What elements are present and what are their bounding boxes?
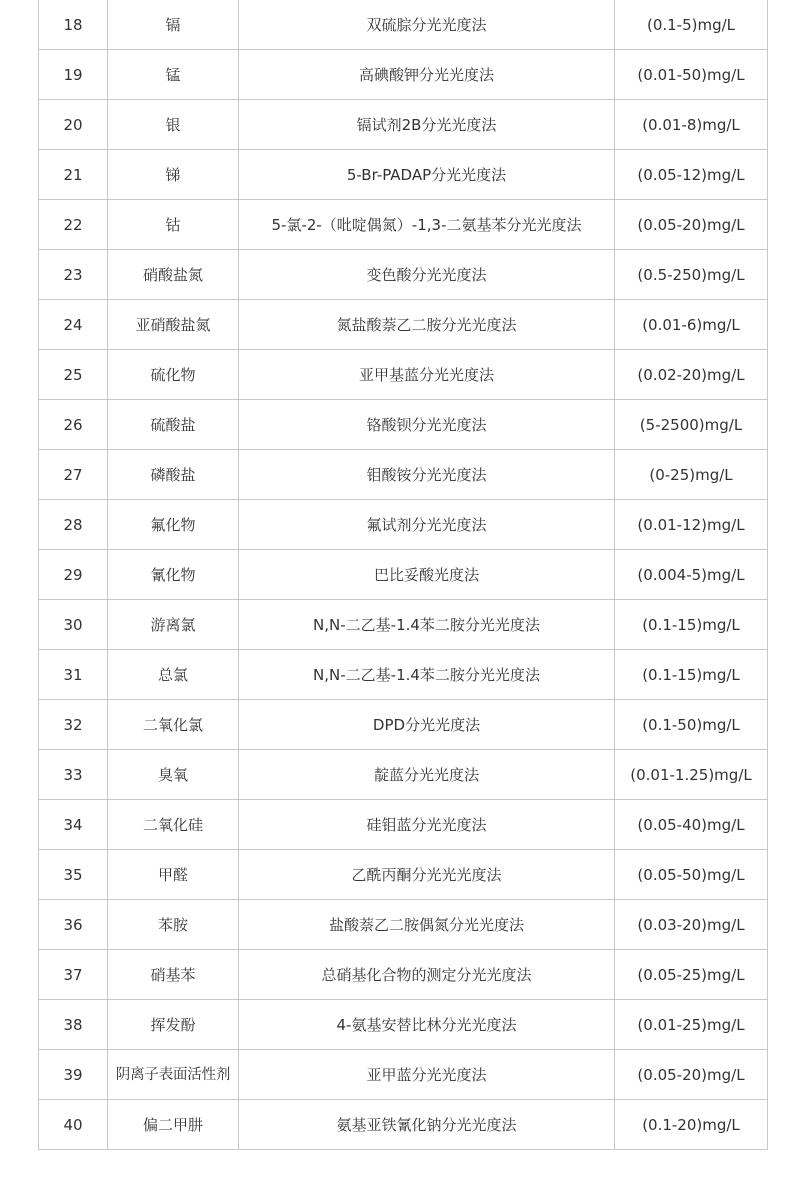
test-item-cell: 臭氧: [108, 750, 239, 800]
method-cell: 变色酸分光光度法: [239, 250, 615, 300]
method-cell: 盐酸萘乙二胺偶氮分光光度法: [239, 900, 615, 950]
range-cell: (0.1-50)mg/L: [615, 700, 768, 750]
method-cell: 乙酰丙酮分光光光度法: [239, 850, 615, 900]
row-number-cell: 18: [39, 0, 108, 50]
method-cell: 高碘酸钾分光光度法: [239, 50, 615, 100]
table-row: [39, 1100, 768, 1150]
range-cell: (0.01-6)mg/L: [615, 300, 768, 350]
row-number-cell: 31: [39, 650, 108, 700]
range-cell: (0.1-20)mg/L: [615, 1100, 768, 1150]
test-item-cell: 二氧化硅: [108, 800, 239, 850]
table-row: [39, 600, 768, 650]
row-number-cell: 40: [39, 1100, 108, 1150]
table-row: [39, 100, 768, 150]
range-cell: (0.01-50)mg/L: [615, 50, 768, 100]
row-number-cell: 28: [39, 500, 108, 550]
method-cell: 双硫腙分光光度法: [239, 0, 615, 50]
test-item-cell: 氰化物: [108, 550, 239, 600]
method-cell: 4-氨基安替比林分光光度法: [239, 1000, 615, 1050]
row-number-cell: 34: [39, 800, 108, 850]
test-item-cell: 阴离子表面活性剂: [108, 1050, 239, 1100]
range-cell: (0.05-50)mg/L: [615, 850, 768, 900]
range-cell: (0.1-15)mg/L: [615, 650, 768, 700]
row-number-cell: 23: [39, 250, 108, 300]
test-item-cell: 硝酸盐氮: [108, 250, 239, 300]
method-cell: 氨基亚铁氰化钠分光光度法: [239, 1100, 615, 1150]
table-row: [39, 50, 768, 100]
table-row: [39, 1050, 768, 1100]
test-item-cell: 锑: [108, 150, 239, 200]
table-row: [39, 200, 768, 250]
test-item-cell: 磷酸盐: [108, 450, 239, 500]
row-number-cell: 33: [39, 750, 108, 800]
test-item-cell: 挥发酚: [108, 1000, 239, 1050]
table-row: [39, 400, 768, 450]
test-item-cell: 钴: [108, 200, 239, 250]
range-cell: (0.004-5)mg/L: [615, 550, 768, 600]
row-number-cell: 21: [39, 150, 108, 200]
table-row: [39, 500, 768, 550]
row-number-cell: 19: [39, 50, 108, 100]
test-item-cell: 总氯: [108, 650, 239, 700]
row-number-cell: 37: [39, 950, 108, 1000]
range-cell: (0.02-20)mg/L: [615, 350, 768, 400]
table-row: [39, 1000, 768, 1050]
range-cell: (0.1-15)mg/L: [615, 600, 768, 650]
test-item-cell: 游离氯: [108, 600, 239, 650]
table-body: [39, 0, 768, 1150]
method-cell: 铬酸钡分光光度法: [239, 400, 615, 450]
row-number-cell: 26: [39, 400, 108, 450]
range-cell: (0.1-5)mg/L: [615, 0, 768, 50]
test-item-cell: 硫酸盐: [108, 400, 239, 450]
row-number-cell: 25: [39, 350, 108, 400]
table-row: [39, 250, 768, 300]
table-row: [39, 550, 768, 600]
range-cell: (0.01-12)mg/L: [615, 500, 768, 550]
range-cell: (0.01-8)mg/L: [615, 100, 768, 150]
table-row: [39, 700, 768, 750]
method-cell: 5-氯-2-（吡啶偶氮）-1,3-二氨基苯分光光度法: [239, 200, 615, 250]
method-cell: 靛蓝分光光度法: [239, 750, 615, 800]
method-cell: N,N-二乙基-1.4苯二胺分光光度法: [239, 600, 615, 650]
range-cell: (0.05-12)mg/L: [615, 150, 768, 200]
test-item-cell: 亚硝酸盐氮: [108, 300, 239, 350]
range-cell: (0.05-25)mg/L: [615, 950, 768, 1000]
method-cell: DPD分光光度法: [239, 700, 615, 750]
row-number-cell: 36: [39, 900, 108, 950]
method-cell: 亚甲基蓝分光光度法: [239, 350, 615, 400]
test-item-cell: 硝基苯: [108, 950, 239, 1000]
row-number-cell: 30: [39, 600, 108, 650]
test-item-cell: 硫化物: [108, 350, 239, 400]
table-row: [39, 750, 768, 800]
range-cell: (0.01-25)mg/L: [615, 1000, 768, 1050]
method-cell: 总硝基化合物的测定分光光度法: [239, 950, 615, 1000]
table-row: [39, 150, 768, 200]
method-cell: 巴比妥酸光度法: [239, 550, 615, 600]
row-number-cell: 35: [39, 850, 108, 900]
table-row: [39, 450, 768, 500]
row-number-cell: 39: [39, 1050, 108, 1100]
table-row: [39, 800, 768, 850]
method-cell: 氮盐酸萘乙二胺分光光度法: [239, 300, 615, 350]
test-item-cell: 锰: [108, 50, 239, 100]
test-item-cell: 甲醛: [108, 850, 239, 900]
row-number-cell: 20: [39, 100, 108, 150]
row-number-cell: 24: [39, 300, 108, 350]
row-number-cell: 29: [39, 550, 108, 600]
table-row: [39, 300, 768, 350]
test-item-cell: 镉: [108, 0, 239, 50]
range-cell: (5-2500)mg/L: [615, 400, 768, 450]
table-row: [39, 350, 768, 400]
row-number-cell: 38: [39, 1000, 108, 1050]
table-row: [39, 900, 768, 950]
range-cell: (0.03-20)mg/L: [615, 900, 768, 950]
method-cell: 氟试剂分光光度法: [239, 500, 615, 550]
table-row: [39, 950, 768, 1000]
row-number-cell: 32: [39, 700, 108, 750]
method-cell: 硅钼蓝分光光度法: [239, 800, 615, 850]
table-row: [39, 850, 768, 900]
test-item-cell: 偏二甲肼: [108, 1100, 239, 1150]
measurement-table: [38, 0, 768, 1150]
range-cell: (0.01-1.25)mg/L: [615, 750, 768, 800]
range-cell: (0.05-40)mg/L: [615, 800, 768, 850]
test-item-cell: 苯胺: [108, 900, 239, 950]
method-cell: N,N-二乙基-1.4苯二胺分光光度法: [239, 650, 615, 700]
method-cell: 钼酸铵分光光度法: [239, 450, 615, 500]
range-cell: (0.05-20)mg/L: [615, 1050, 768, 1100]
range-cell: (0.5-250)mg/L: [615, 250, 768, 300]
table-row: [39, 0, 768, 50]
row-number-cell: 22: [39, 200, 108, 250]
test-item-cell: 二氧化氯: [108, 700, 239, 750]
test-item-cell: 氟化物: [108, 500, 239, 550]
row-number-cell: 27: [39, 450, 108, 500]
method-cell: 亚甲蓝分光光度法: [239, 1050, 615, 1100]
test-item-cell: 银: [108, 100, 239, 150]
range-cell: (0-25)mg/L: [615, 450, 768, 500]
method-cell: 5-Br-PADAP分光光度法: [239, 150, 615, 200]
range-cell: (0.05-20)mg/L: [615, 200, 768, 250]
table-row: [39, 650, 768, 700]
method-cell: 镉试剂2B分光光度法: [239, 100, 615, 150]
